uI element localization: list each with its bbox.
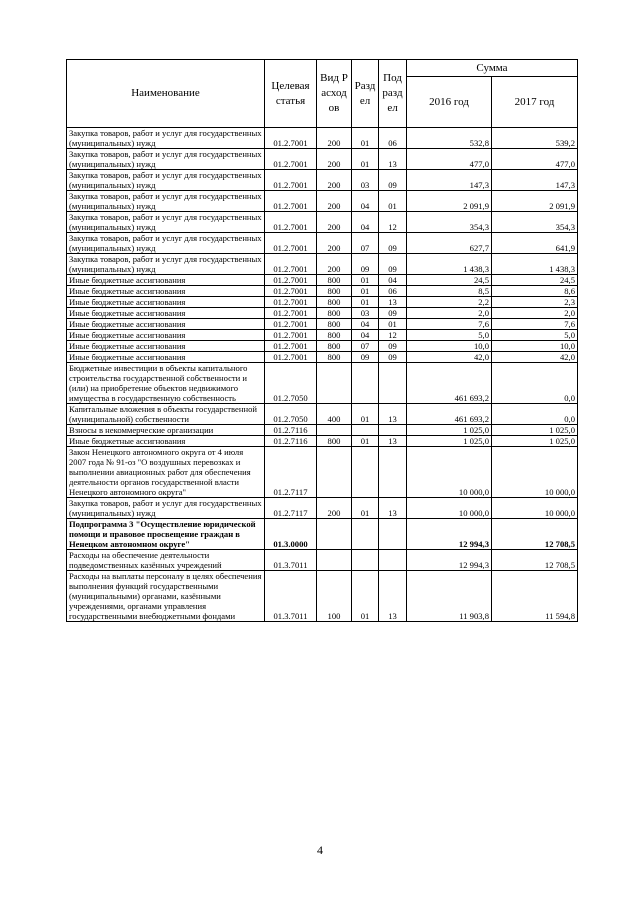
row-section: 01 [352,286,379,297]
table-row [67,341,578,352]
row-sum-2016: 10,0 [407,341,492,352]
row-section: 01 [352,498,379,519]
table-row [67,498,578,519]
table-row [67,254,578,275]
row-name: Иные бюджетные ассигнования [67,436,265,447]
table-row [67,128,578,149]
table-row [67,233,578,254]
row-sum-2017: 0,0 [492,363,578,404]
row-type: 800 [317,297,352,308]
row-type: 800 [317,308,352,319]
row-section: 07 [352,341,379,352]
row-subsection: 09 [379,308,407,319]
row-type [317,425,352,436]
row-sum-2017: 354,3 [492,212,578,233]
header-target: Целевая статья [265,60,317,128]
row-sum-2016: 461 693,2 [407,404,492,425]
row-name: Расходы на выплаты персоналу в целях обеспечения выполнения функций государственными (муниципальными) органами, казёнными учреждениями, органами управления государственными внебюджетными фондами [67,571,265,622]
row-name: Закупка товаров, работ и услуг для государственных (муниципальных) нужд [67,498,265,519]
row-section: 04 [352,212,379,233]
row-sum-2016: 11 903,8 [407,571,492,622]
row-sum-2017: 2,3 [492,297,578,308]
row-name: Закупка товаров, работ и услуг для государственных (муниципальных) нужд [67,254,265,275]
row-subsection: 13 [379,297,407,308]
row-target: 01.3.0000 [265,519,317,550]
row-subsection: 01 [379,319,407,330]
row-subsection [379,550,407,571]
table-row [67,425,578,436]
row-subsection: 06 [379,128,407,149]
table-row [67,308,578,319]
row-type: 800 [317,436,352,447]
row-target: 01.2.7050 [265,404,317,425]
row-type: 800 [317,330,352,341]
row-name: Закупка товаров, работ и услуг для государственных (муниципальных) нужд [67,149,265,170]
row-sum-2016: 2,0 [407,308,492,319]
row-sum-2016: 1 025,0 [407,425,492,436]
table-row [67,275,578,286]
row-sum-2017: 42,0 [492,352,578,363]
table-row [67,550,578,571]
row-sum-2017: 2 091,9 [492,191,578,212]
row-type: 200 [317,498,352,519]
row-target: 01.2.7001 [265,275,317,286]
row-sum-2017: 0,0 [492,404,578,425]
row-target: 01.2.7001 [265,319,317,330]
row-type: 400 [317,404,352,425]
row-sum-2016: 10 000,0 [407,447,492,498]
row-section: 01 [352,149,379,170]
row-type: 800 [317,341,352,352]
row-sum-2017: 539,2 [492,128,578,149]
row-sum-2016: 12 994,3 [407,519,492,550]
row-sum-2016: 2,2 [407,297,492,308]
row-section: 01 [352,571,379,622]
row-section: 09 [352,254,379,275]
row-name: Иные бюджетные ассигнования [67,341,265,352]
row-target: 01.2.7001 [265,330,317,341]
row-subsection: 09 [379,233,407,254]
header-subsection: Подраздел [379,60,407,128]
row-sum-2017: 1 025,0 [492,425,578,436]
table-row [67,404,578,425]
row-sum-2017: 10 000,0 [492,498,578,519]
table-row [67,212,578,233]
row-target: 01.2.7001 [265,212,317,233]
row-sum-2016: 7,6 [407,319,492,330]
table-row [67,519,578,550]
row-sum-2016: 627,7 [407,233,492,254]
row-section: 04 [352,319,379,330]
header-name: Наименование [67,60,265,128]
row-target: 01.2.7001 [265,149,317,170]
row-name: Закупка товаров, работ и услуг для государственных (муниципальных) нужд [67,191,265,212]
row-sum-2016: 147,3 [407,170,492,191]
row-sum-2017: 12 708,5 [492,519,578,550]
row-subsection [379,447,407,498]
row-section: 04 [352,191,379,212]
row-subsection [379,519,407,550]
row-sum-2017: 477,0 [492,149,578,170]
row-target: 01.3.7011 [265,571,317,622]
row-name: Капитальные вложения в объекты государственной (муниципальной) собственности [67,404,265,425]
row-sum-2016: 42,0 [407,352,492,363]
row-section [352,519,379,550]
row-sum-2017: 2,0 [492,308,578,319]
header-sum: Сумма [407,60,578,77]
row-sum-2017: 12 708,5 [492,550,578,571]
row-subsection: 13 [379,404,407,425]
table-row [67,352,578,363]
row-target: 01.2.7001 [265,297,317,308]
row-subsection [379,425,407,436]
row-target: 01.2.7001 [265,341,317,352]
row-type: 200 [317,212,352,233]
row-target: 01.2.7116 [265,436,317,447]
row-sum-2017: 10 000,0 [492,447,578,498]
row-target: 01.2.7050 [265,363,317,404]
row-type: 200 [317,254,352,275]
row-target: 01.2.7001 [265,191,317,212]
row-sum-2017: 7,6 [492,319,578,330]
table-body [67,128,578,622]
table-row [67,286,578,297]
row-subsection: 06 [379,286,407,297]
row-subsection: 13 [379,436,407,447]
row-subsection: 09 [379,341,407,352]
header-type: Вид Расходов [317,60,352,128]
row-type: 200 [317,191,352,212]
row-name: Бюджетные инвестиции в объекты капитального строительства государственной собственности и (или) на приобретение объектов недвижимого имущества в государственную собственность [67,363,265,404]
row-sum-2017: 5,0 [492,330,578,341]
row-sum-2017: 147,3 [492,170,578,191]
row-type [317,363,352,404]
row-name: Подпрограмма 3 "Осуществление юридической помощи и правовое просвещение граждан в Ненецком автономном округе" [67,519,265,550]
row-name: Закупка товаров, работ и услуг для государственных (муниципальных) нужд [67,128,265,149]
row-sum-2016: 1 438,3 [407,254,492,275]
row-subsection: 13 [379,149,407,170]
row-subsection [379,363,407,404]
row-subsection: 09 [379,352,407,363]
row-section: 01 [352,297,379,308]
row-sum-2016: 24,5 [407,275,492,286]
row-section: 03 [352,308,379,319]
row-target: 01.2.7001 [265,352,317,363]
row-sum-2016: 2 091,9 [407,191,492,212]
row-target: 01.2.7001 [265,286,317,297]
row-sum-2016: 461 693,2 [407,363,492,404]
row-name: Расходы на обеспечение деятельности подведомственных казённых учреждений [67,550,265,571]
row-section: 01 [352,128,379,149]
row-target: 01.2.7001 [265,128,317,149]
row-name: Взносы в некоммерческие организации [67,425,265,436]
row-sum-2017: 11 594,8 [492,571,578,622]
row-type: 800 [317,352,352,363]
row-subsection: 12 [379,330,407,341]
row-name: Закупка товаров, работ и услуг для государственных (муниципальных) нужд [67,170,265,191]
table-row [67,319,578,330]
row-type: 200 [317,170,352,191]
row-sum-2017: 1 438,3 [492,254,578,275]
row-sum-2016: 10 000,0 [407,498,492,519]
row-sum-2017: 10,0 [492,341,578,352]
row-section [352,363,379,404]
row-sum-2017: 8,6 [492,286,578,297]
row-sum-2016: 5,0 [407,330,492,341]
row-section: 03 [352,170,379,191]
table-row [67,149,578,170]
row-sum-2016: 1 025,0 [407,436,492,447]
row-section: 04 [352,330,379,341]
row-sum-2016: 532,8 [407,128,492,149]
row-sum-2017: 641,9 [492,233,578,254]
row-sum-2016: 354,3 [407,212,492,233]
row-sum-2016: 12 994,3 [407,550,492,571]
row-target: 01.3.7011 [265,550,317,571]
row-name: Закупка товаров, работ и услуг для государственных (муниципальных) нужд [67,212,265,233]
row-type [317,550,352,571]
row-target: 01.2.7116 [265,425,317,436]
row-subsection: 01 [379,191,407,212]
row-name: Иные бюджетные ассигнования [67,308,265,319]
row-section: 01 [352,404,379,425]
row-name: Иные бюджетные ассигнования [67,319,265,330]
row-subsection: 12 [379,212,407,233]
table-row [67,297,578,308]
row-target: 01.2.7001 [265,254,317,275]
row-name: Иные бюджетные ассигнования [67,286,265,297]
table-row [67,170,578,191]
row-section: 09 [352,352,379,363]
row-target: 01.2.7001 [265,308,317,319]
row-type: 800 [317,319,352,330]
row-target: 01.2.7117 [265,447,317,498]
row-sum-2017: 24,5 [492,275,578,286]
row-section: 07 [352,233,379,254]
row-target: 01.2.7001 [265,233,317,254]
row-name: Закон Ненецкого автономного округа от 4 июля 2007 года № 91-оз "О воздушных перевозках и выполнении авиационных работ для обеспечения деятельности органов государственной власти Ненецкого автономного округа" [67,447,265,498]
table-row [67,191,578,212]
row-name: Иные бюджетные ассигнования [67,330,265,341]
row-name: Иные бюджетные ассигнования [67,275,265,286]
row-sum-2016: 477,0 [407,149,492,170]
row-section [352,447,379,498]
row-section: 01 [352,275,379,286]
row-type: 200 [317,233,352,254]
row-section [352,425,379,436]
row-sum-2017: 1 025,0 [492,436,578,447]
row-sum-2016: 8,5 [407,286,492,297]
row-subsection: 13 [379,571,407,622]
table-row [67,330,578,341]
row-subsection: 09 [379,170,407,191]
row-section: 01 [352,436,379,447]
row-target: 01.2.7001 [265,170,317,191]
row-type: 800 [317,275,352,286]
header-year-2017: 2017 год [492,77,578,128]
table-row [67,571,578,622]
row-target: 01.2.7117 [265,498,317,519]
table-row [67,363,578,404]
row-name: Иные бюджетные ассигнования [67,352,265,363]
row-type: 100 [317,571,352,622]
row-subsection: 09 [379,254,407,275]
header-section: Раздел [352,60,379,128]
table-row [67,436,578,447]
header-year-2016: 2016 год [407,77,492,128]
page-number: 4 [317,843,323,857]
row-name: Закупка товаров, работ и услуг для государственных (муниципальных) нужд [67,233,265,254]
row-subsection: 13 [379,498,407,519]
table-row [67,447,578,498]
budget-table [66,59,578,622]
row-subsection: 04 [379,275,407,286]
row-type: 800 [317,286,352,297]
row-type [317,447,352,498]
row-type: 200 [317,128,352,149]
row-type [317,519,352,550]
row-type: 200 [317,149,352,170]
row-name: Иные бюджетные ассигнования [67,297,265,308]
row-section [352,550,379,571]
